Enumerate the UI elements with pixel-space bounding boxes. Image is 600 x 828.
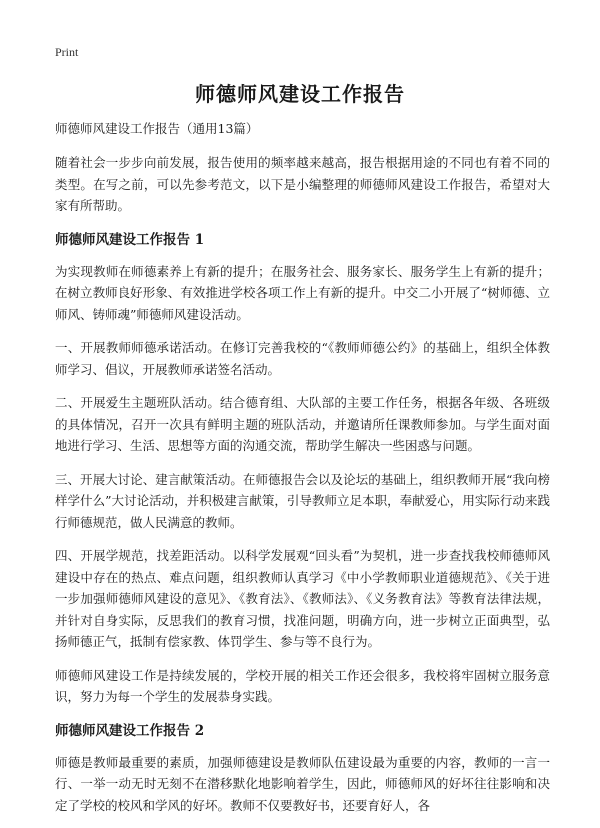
section-1-paragraph: 四、开展学规范，找差距活动。以科学发展观“回头看”为契机，进一步查找我校师德师风建设中存在的热点、难点问题，组织教师认真学习《中小学教师职业道德规范》、《关于进一步加强师德师风建设的意见》、《教育法》、《教师法》、《义务教育法》等教育法律法规，并针对自身实际，反思我们的教育习惯，找准问题，明确方向，进一步树立正面典型，弘扬师德正气，抵制有偿家教、体罚学生、参与等不良行为。: [55, 548, 550, 649]
intro-paragraph: 随着社会一步步向前发展，报告使用的频率越来越高，报告根据用途的不同也有着不同的类型。在写之前，可以先参考范文，以下是小编整理的师德师风建设工作报告，希望对大家有所帮助。: [55, 155, 550, 213]
section-1-paragraph: 一、开展教师师德承诺活动。在修订完善我校的“《教师师德公约》的基础上，组织全体教师学习、倡议，开展教师承诺签名活动。: [55, 340, 550, 377]
section-1-paragraph: 三、开展大讨论、建言献策活动。在师德报告会以及论坛的基础上，组织教师开展“我向榜样学什么”大讨论活动，并积极建言献策，引导教师立足本职，奉献爱心，用实际行动来践行师德规范，做人民满意的教师。: [55, 471, 550, 530]
section-1-paragraph: 为实现教师在师德素养上有新的提升；在服务社会、服务家长、服务学生上有新的提升；在树立教师良好形象、有效推进学校各项工作上有新的提升。中交二小开展了“树师德、立师风、铸师魂”师德师风建设活动。: [55, 263, 550, 322]
section-1-paragraph: 二、开展爱生主题班队活动。结合德育组、大队部的主要工作任务，根据各年级、各班级的具体情况，召开一次具有鲜明主题的班队活动，并邀请所任课教师参加。与学生面对面地进行学习、生活、思想等方面的沟通交流，帮助学生解决一些困惑与问题。: [55, 395, 550, 453]
print-link[interactable]: Print: [55, 45, 79, 59]
page-title: 师德师风建设工作报告: [195, 82, 405, 106]
section-1-heading: 师德师风建设工作报告 1: [55, 231, 205, 248]
section-2-heading: 师德师风建设工作报告 2: [55, 722, 205, 739]
document-body: [55, 118, 550, 828]
section-2-paragraph: 师德是教师最重要的素质，加强师德建设是教师队伍建设最为重要的内容，教师的一言一行、一举一动无时无刻不在潜移默化地影响着学生，因此，师德师风的好坏往往影响和决定了学校的校风和学风的好坏。教师不仅要教好书，还要育好人，各: [55, 754, 550, 813]
document-subtitle: 师德师风建设工作报告（通用13篇）: [55, 121, 259, 136]
section-1-paragraph: 师德师风建设工作是持续发展的，学校开展的相关工作还会很多，我校将牢固树立服务意识，努力为每一个学生的发展恭身实践。: [55, 667, 550, 704]
